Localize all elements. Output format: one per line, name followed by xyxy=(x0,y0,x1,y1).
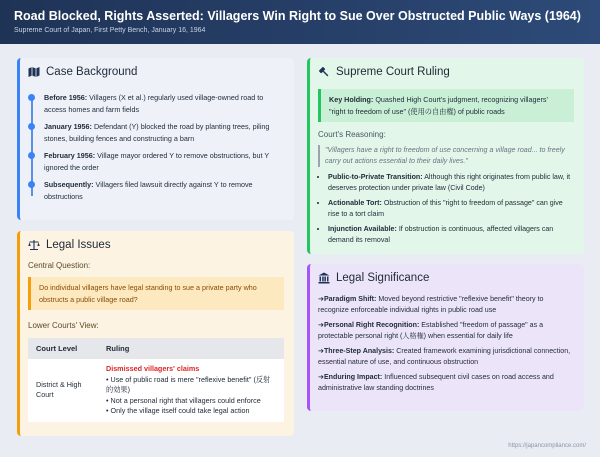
timeline xyxy=(28,92,284,202)
page-title: Road Blocked, Rights Asserted: Villagers Win Right to Sue Over Obstructed Public Ways (1964) xyxy=(14,9,581,23)
reasoning-label: Court's Reasoning: xyxy=(318,130,386,139)
significance-item xyxy=(318,294,574,316)
supreme-court-ruling-card xyxy=(307,58,584,254)
timeline-dot xyxy=(28,94,35,101)
timeline-dot xyxy=(28,152,35,159)
significance-heading xyxy=(318,272,574,284)
timeline-date: January 1956: xyxy=(44,122,92,131)
legal-issues-title: Legal Issues xyxy=(46,239,111,251)
reasoning-list xyxy=(318,172,574,246)
legal-issues-card xyxy=(17,231,294,436)
ruling-point: • Use of public road is mere "reflexive benefit" (反射的効果) xyxy=(106,374,271,394)
significance-text: Created framework examining jurisdictional connection, essential nature of use, and continuous obstruction xyxy=(318,347,571,366)
significance-item xyxy=(318,372,574,394)
arrow-icon: ➔ xyxy=(318,373,324,381)
list-item-text: If obstruction is continuous, affected villagers can demand its removal xyxy=(328,225,554,244)
legal-issues-heading xyxy=(28,239,284,251)
ruling-point: • Not a personal right that villagers could enforce xyxy=(106,395,261,405)
timeline-text: Village mayor ordered Y to remove obstructions, but Y ignored the order xyxy=(44,151,270,172)
significance-text: Established "freedom of passage" as a protectable personal right (人格権) when essential for daily life xyxy=(318,321,544,340)
lower-courts-table xyxy=(28,338,284,422)
significance-title: Legal Significance xyxy=(336,272,430,284)
timeline-text: Defendant (Y) blocked the road by planting trees, piling stones, building fences and constructing a barn xyxy=(44,122,270,143)
key-holding-label: Key Holding: xyxy=(329,95,374,104)
arrow-icon: ➔ xyxy=(318,295,324,303)
list-item-text: Although this right originates from public law, it deserves protection under private law (Civil Code) xyxy=(328,173,571,192)
central-question-label: Central Question: xyxy=(28,261,91,270)
list-item xyxy=(328,224,574,246)
case-background-card xyxy=(17,58,294,220)
significance-label: Three-Step Analysis: xyxy=(323,347,395,355)
page-header xyxy=(0,0,600,44)
reasoning-quote: "Villagers have a right to freedom of use concerning a village road... to freely carry out actions essential to their daily lives." xyxy=(318,145,574,167)
significance-label: Enduring Impact: xyxy=(323,373,383,381)
ruling-title: Supreme Court Ruling xyxy=(336,66,450,78)
ruling-point: • Only the village itself could take legal action xyxy=(106,406,250,415)
timeline-dot xyxy=(28,181,35,188)
significance-item xyxy=(318,320,574,342)
ruling-cell xyxy=(98,359,284,422)
significance-text: Moved beyond restrictive "reflexive benefit" theory to recognize enforceable individual rights in public road use xyxy=(318,295,544,314)
timeline-text: Villagers (X et al.) regularly used village-owned road to access homes and farm fields xyxy=(44,93,264,114)
gavel-icon xyxy=(318,66,330,78)
case-background-title: Case Background xyxy=(46,66,138,78)
balance-scale-icon xyxy=(28,239,40,251)
timeline-date: Before 1956: xyxy=(44,93,88,102)
court-level-cell: District & High Court xyxy=(36,379,82,400)
table-row xyxy=(28,359,284,422)
timeline-date: February 1956: xyxy=(44,151,96,160)
arrow-icon: ➔ xyxy=(318,347,324,355)
table-header-row xyxy=(28,338,284,359)
timeline-item xyxy=(44,150,284,173)
list-item-label: Actionable Tort: xyxy=(328,199,382,207)
list-item xyxy=(328,172,574,194)
timeline-date: Subsequently: xyxy=(44,180,94,189)
legal-significance-card xyxy=(307,264,584,411)
case-background-heading xyxy=(28,66,284,78)
central-question: Do individual villagers have legal standing to sue a private party who obstructs a public village road? xyxy=(28,277,284,310)
arrow-icon: ➔ xyxy=(318,321,324,329)
list-item-label: Public-to-Private Transition: xyxy=(328,173,423,181)
timeline-item xyxy=(44,92,284,115)
timeline-item xyxy=(44,179,284,202)
significance-text: Influenced subsequent civil cases on road access and administrative law standing doctrines xyxy=(318,373,554,392)
key-holding xyxy=(318,89,574,122)
timeline-dot xyxy=(28,123,35,130)
footer-url[interactable]: https://japancompliance.com/ xyxy=(508,443,586,449)
map-icon xyxy=(28,66,40,78)
column-header: Court Level xyxy=(28,338,98,359)
key-holding-text: Quashed High Court's judgment, recognizing villagers' "right to freedom of use" (使用の自由権) of public roads xyxy=(329,95,548,116)
list-item-text: Obstruction of this "right to freedom of passage" can give rise to a tort claim xyxy=(328,199,563,218)
significance-label: Personal Right Recognition: xyxy=(323,321,420,329)
page-subtitle: Supreme Court of Japan, First Petty Bench, January 16, 1964 xyxy=(14,27,206,34)
lower-courts-label: Lower Courts' View: xyxy=(28,321,99,330)
institution-icon xyxy=(318,272,330,284)
significance-label: Paradigm Shift: xyxy=(323,295,377,303)
significance-item xyxy=(318,346,574,368)
dismissed-label: Dismissed villagers' claims xyxy=(106,364,200,373)
ruling-heading xyxy=(318,66,574,78)
list-item xyxy=(328,198,574,220)
timeline-item xyxy=(44,121,284,144)
column-header: Ruling xyxy=(98,338,284,359)
timeline-text: Villagers filed lawsuit directly against Y to remove obstructions xyxy=(44,180,253,201)
list-item-label: Injunction Available: xyxy=(328,225,397,233)
